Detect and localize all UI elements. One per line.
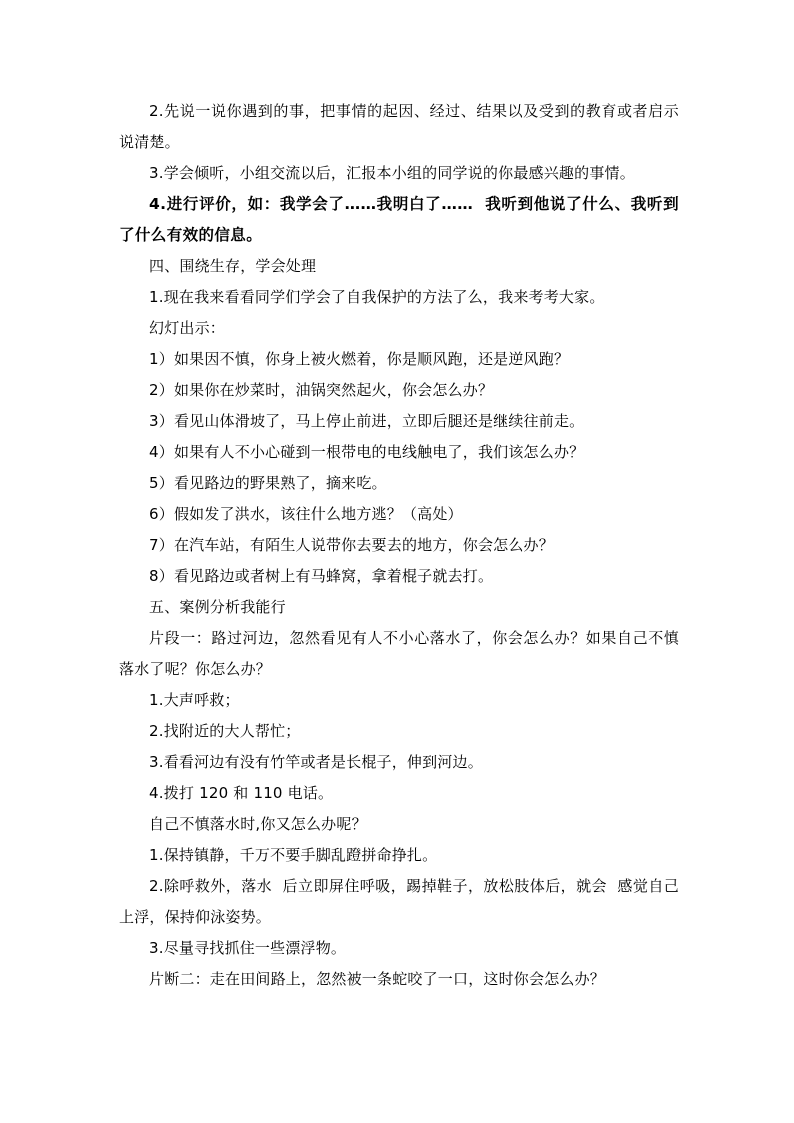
section-heading-4: 四、围绕生存，学会处理: [149, 257, 317, 275]
list-item-6: 6）假如发了洪水，该往什么地方逃？（高处）: [149, 505, 463, 523]
paragraph-2: 3.学会倾听，小组交流以后，汇报本小组的同学说的你最感兴趣的事情。: [149, 164, 635, 182]
list-item-3: 3）看见山体滑坡了，马上停止前进，立即后腿还是继续往前走。: [149, 412, 585, 430]
self-rescue-step-3: 3.尽量寻找抓住一些漂浮物。: [149, 939, 347, 957]
paragraph-1: 2.先说一说你遇到的事，把事情的起因、经过、结果以及受到的教育或者启示说清楚。: [119, 102, 679, 151]
list-item-2: 2）如果你在炒菜时，油锅突然起火，你会怎么办？: [149, 381, 494, 399]
self-rescue-question: 自己不慎落水时,你又怎么办呢？: [149, 815, 367, 833]
rescue-step-4: 4.拨打 120 和 110 电话。: [149, 784, 334, 802]
rescue-step-1: 1.大声呼救；: [149, 691, 240, 709]
list-item-1: 1）如果因不慎，你身上被火燃着，你是顺风跑，还是逆风跑？: [149, 350, 570, 368]
list-item-8: 8）看见路边或者树上有马蜂窝，拿着棍子就去打。: [149, 567, 494, 585]
self-rescue-step-2: 2.除呼救外，落水 后立即屏住呼吸，踢掉鞋子，放松肢体后，就会 感觉自己上浮，保持仰泳姿势。: [119, 877, 679, 926]
list-item-4: 4）如果有人不小心碰到一根带电的电线触电了，我们该怎么办？: [149, 443, 585, 461]
paragraph-6: 幻灯出示：: [149, 319, 226, 337]
rescue-step-3: 3.看看河边有没有竹竿或者是长棍子，伸到河边。: [149, 753, 483, 771]
rescue-step-2: 2.找附近的大人帮忙；: [149, 722, 301, 740]
paragraph-3-bold: 4.进行评价，如：我学会了……我明白了…… 我听到他说了什么、我听到了什么有效的信息。: [119, 195, 679, 244]
list-item-5: 5）看见路边的野果熟了，摘来吃。: [149, 474, 387, 492]
list-item-7: 7）在汽车站，有陌生人说带你去要去的地方，你会怎么办？: [149, 536, 554, 554]
self-rescue-step-1: 1.保持镇静，千万不要手脚乱蹬拼命挣扎。: [149, 846, 438, 864]
section-heading-5: 五、案例分析我能行: [149, 598, 286, 616]
document-body: [119, 96, 679, 995]
paragraph-5: 1.现在我来看看同学们学会了自我保护的方法了么，我来考考大家。: [149, 288, 605, 306]
case-segment-1: 片段一：路过河边，忽然看见有人不小心落水了，你会怎么办？如果自己不慎落水了呢？你怎么办？: [119, 629, 679, 678]
case-segment-2: 片断二：走在田间路上，忽然被一条蛇咬了一口，这时你会怎么办？: [149, 970, 606, 988]
